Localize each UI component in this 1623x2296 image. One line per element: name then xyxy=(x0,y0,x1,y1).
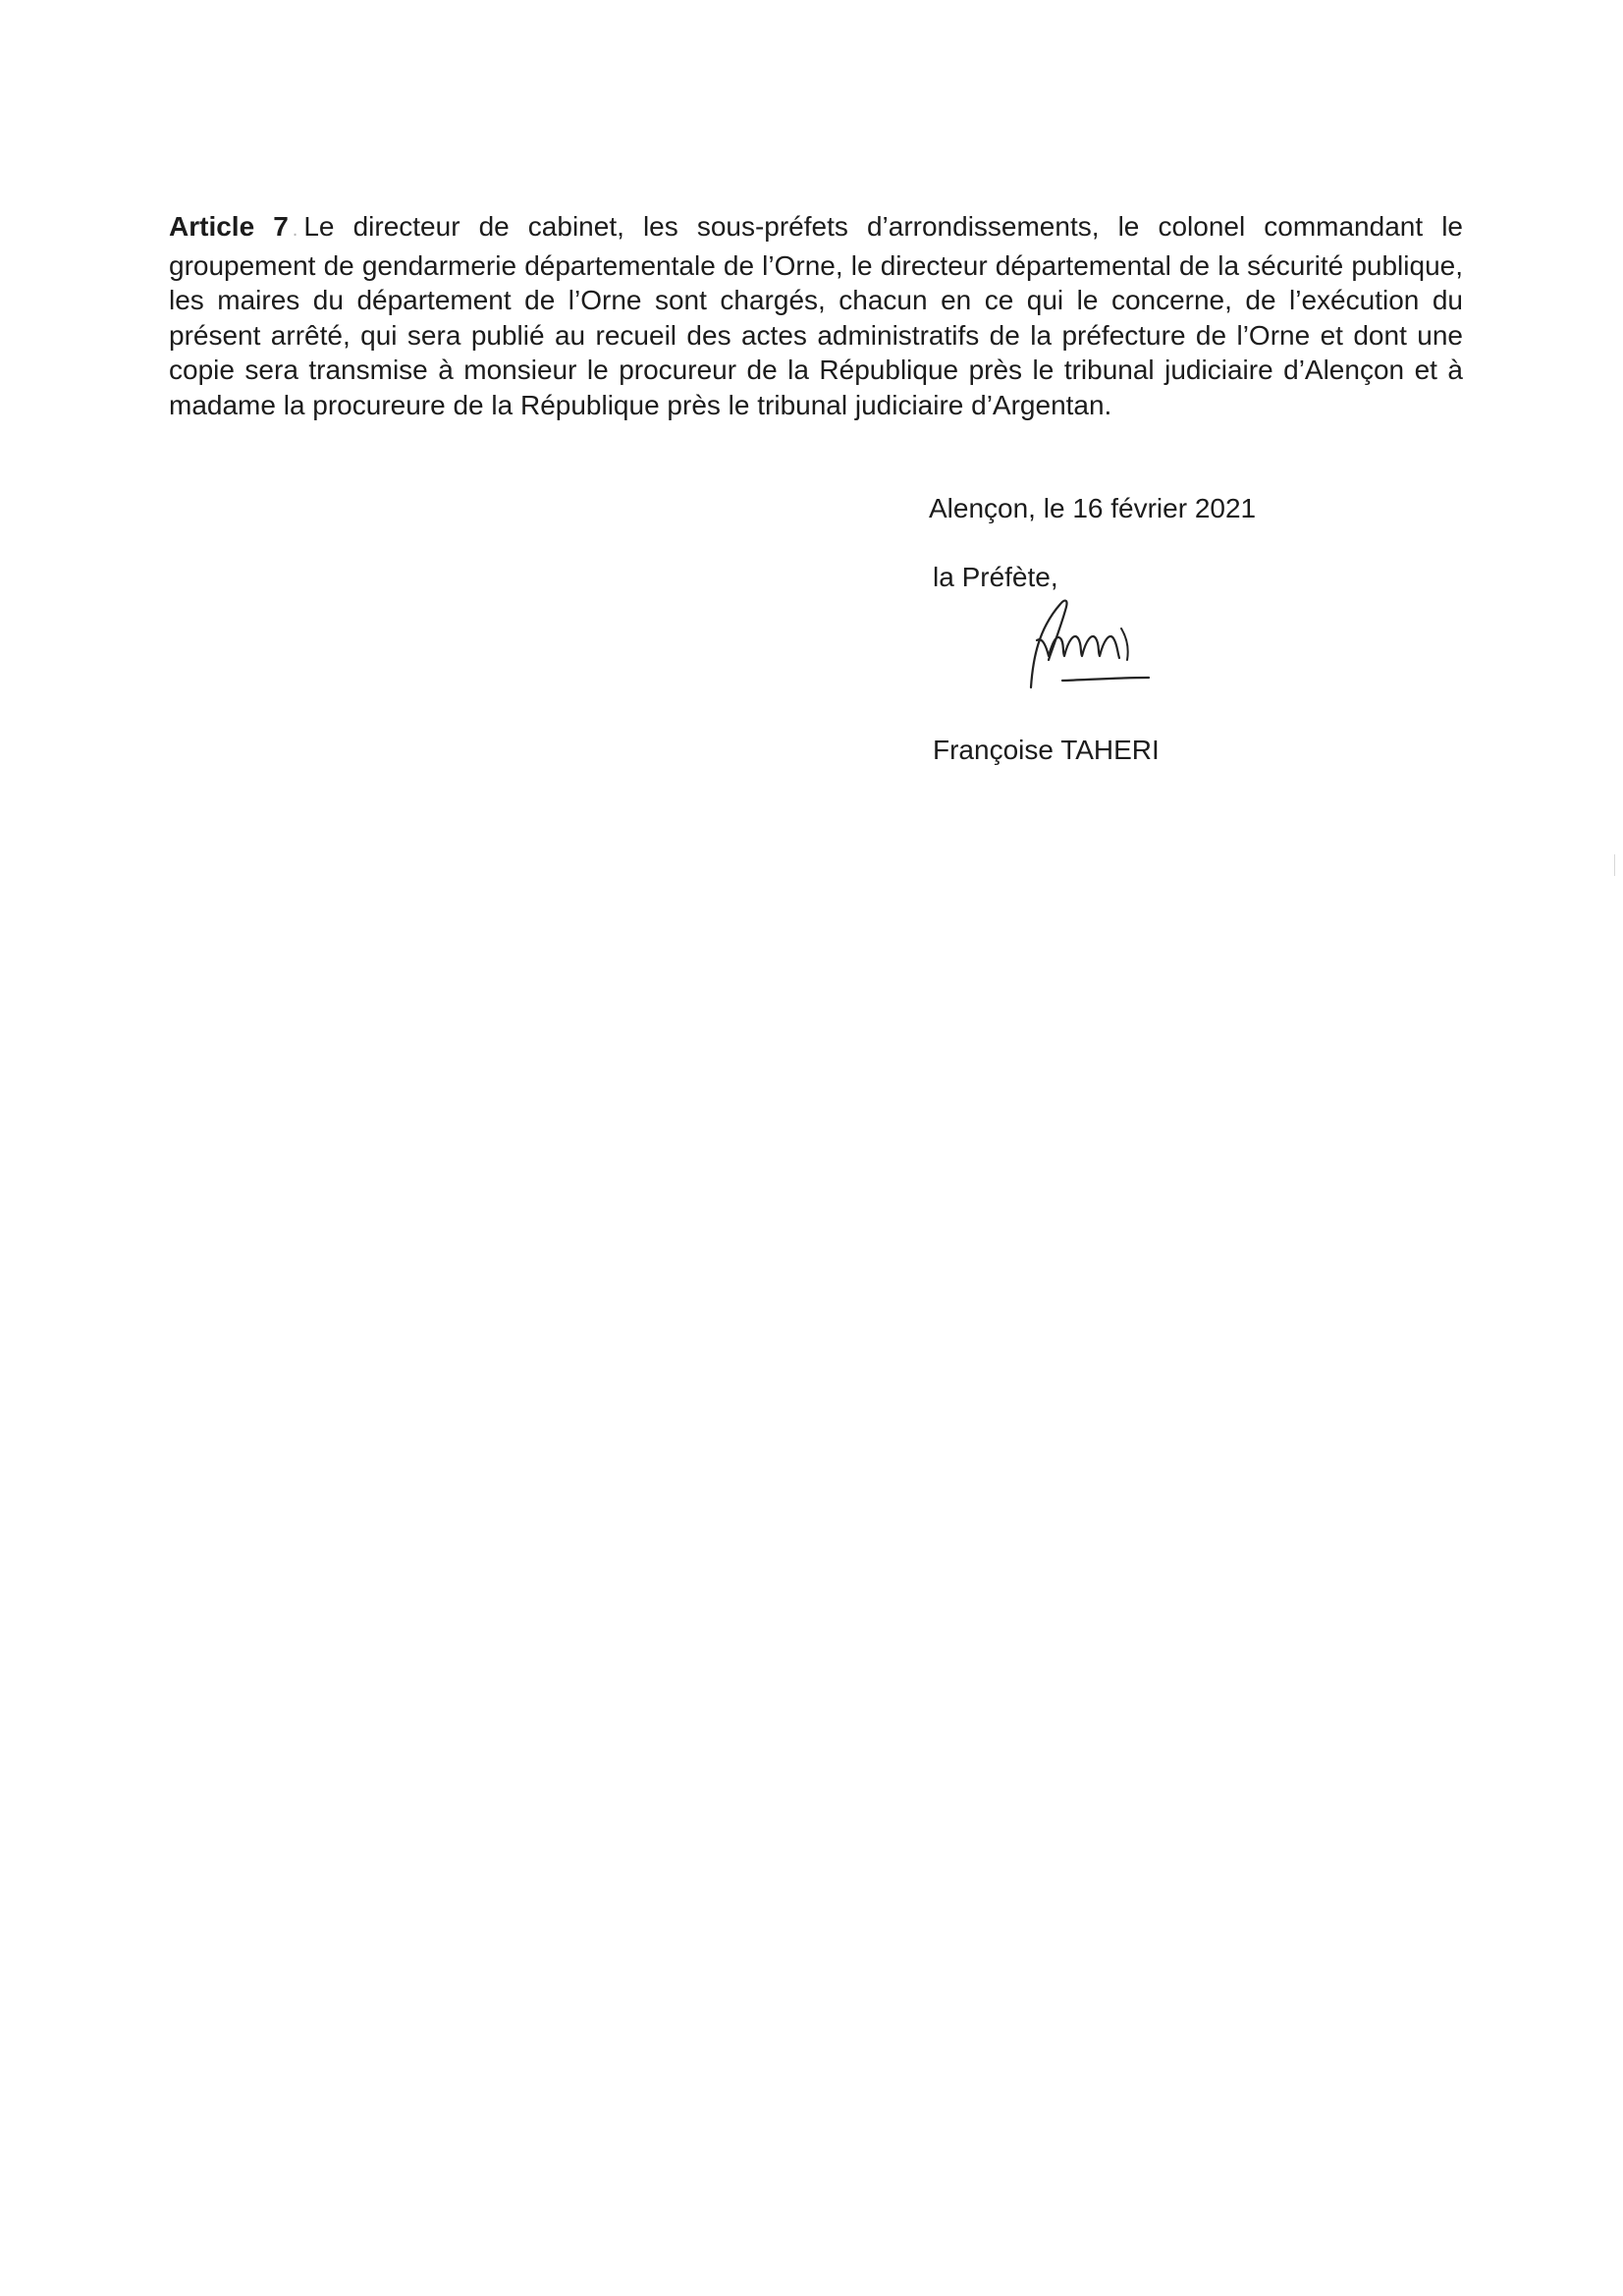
signatory-role: la Préfète, xyxy=(933,562,1058,592)
scan-artifact xyxy=(1614,854,1615,876)
article-text: Le directeur de cabinet, les sous-préfets d’arrondissements, le colonel commandant le groupement de gendarmerie départementale de l’Orne, le directeur départemental de la sécurité publique, les maires du département de l’Orne sont chargés, chacun en ce qui le concerne, de l’exécution du présent arrêté, qui sera publié au recueil des actes administratifs de la préfecture de l’Orne et dont une copie sera transmise à monsieur le procureur de la République près le tribunal judiciaire d’Alençon et à madame la procureure de la République près le tribunal judiciaire d’Argentan. xyxy=(169,211,1463,420)
handwritten-signature-icon xyxy=(992,570,1168,707)
article-separator: . xyxy=(292,219,298,241)
article-label: Article 7 xyxy=(169,211,289,242)
article-7-paragraph xyxy=(169,209,1463,422)
signer-name: Françoise TAHERI xyxy=(933,735,1160,765)
place-date: Alençon, le 16 février 2021 xyxy=(929,493,1257,523)
